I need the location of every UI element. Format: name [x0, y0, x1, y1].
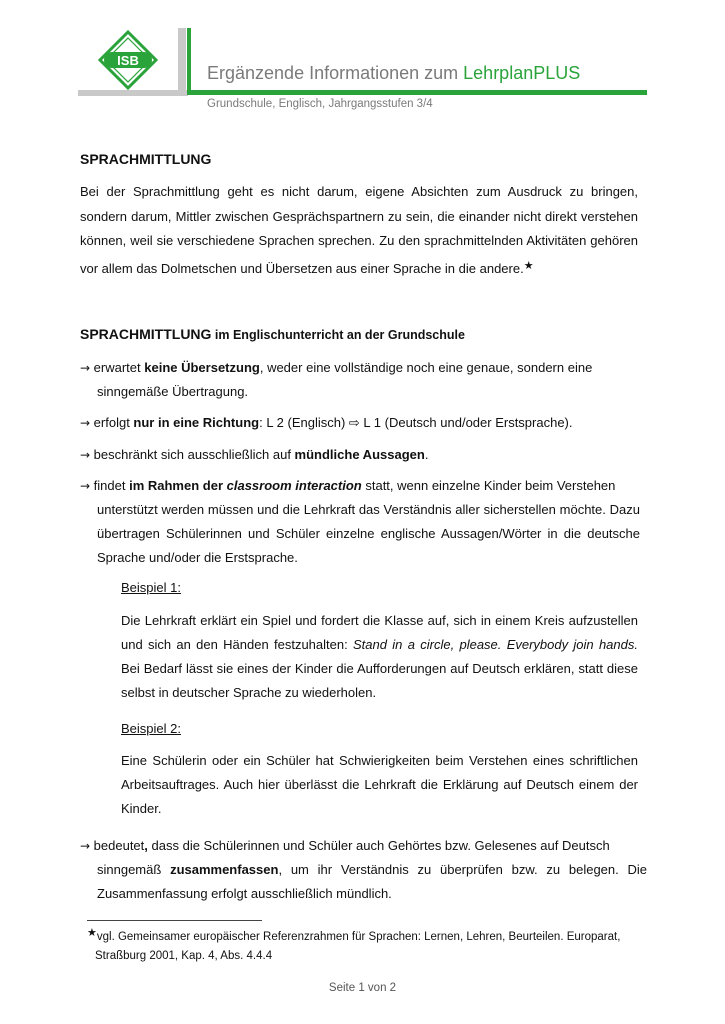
page-number: Seite 1 von 2: [328, 982, 397, 994]
item-bold: zusammenfassen: [170, 862, 279, 877]
header-bar-green: [187, 90, 647, 95]
item-continuation: [80, 858, 647, 906]
subsection-heading-rest: im Englischunterricht an der Grundschule: [211, 328, 465, 342]
arrow-icon: →: [80, 361, 91, 375]
intro-paragraph: [80, 180, 638, 281]
example-text: Bei Bedarf lässt sie eines der Kinder die Aufforderungen auf Deutsch erklären, statt diese selbst in deutscher Sprache zu wiederholen.: [121, 661, 638, 700]
footnote-line2: Straßburg 2001, Kap. 4, Abs. 4.4.4: [95, 950, 273, 962]
example-1-label: Beispiel 1:: [121, 580, 181, 595]
item-text: findet: [90, 478, 130, 493]
item-continuation: sinngemäße Übertragung.: [97, 384, 249, 399]
footnote: [87, 924, 647, 966]
item-continuation: unterstützt werden müssen und die Lehrkraft das Verständnis aller sicherstellen möchte. Dazu übertragen Schülerinnen und Schüler einzelne englische Aussagen/Wörter in die deutsche Sprache und/oder die Erstsprache.: [97, 502, 640, 565]
item-text: , weder eine vollständige noch eine genaue, sondern eine: [259, 360, 593, 375]
list-item: [80, 834, 647, 906]
header-title: [207, 63, 580, 84]
list-item: [80, 443, 647, 467]
header-vbar-gray: [178, 28, 186, 94]
subsection-heading: [80, 326, 465, 342]
header-vbar-green: [187, 28, 191, 94]
header-title-prefix: Ergänzende Informationen zum: [207, 63, 464, 83]
subsection-heading-main: SPRACHMITTLUNG: [80, 326, 212, 342]
footnote-divider: [87, 920, 262, 921]
arrow-icon: →: [80, 416, 91, 430]
item-text: sinngemäß: [97, 862, 171, 877]
item-text: .: [424, 447, 429, 462]
arrow-icon: →: [80, 448, 91, 462]
example-1-text: [121, 609, 638, 705]
example-italic: Stand in a circle, please. Everybody join hands.: [353, 637, 638, 652]
item-text: : L 2 (Englisch) ⇨ L 1 (Deutsch und/oder Erstsprache).: [259, 415, 573, 430]
footnote-star: ★: [87, 927, 97, 939]
footnote-line1: vgl. Gemeinsamer europäischer Referenzrahmen für Sprachen: Lernen, Lehren, Beurteilen. Europarat,: [96, 931, 621, 943]
isb-logo: [98, 30, 158, 90]
list-item: [80, 474, 640, 570]
intro-text: Bei der Sprachmittlung geht es nicht darum, eigene Absichten zum Ausdruck zu bringen, sondern darum, Mittler zwischen Gesprächspartnern zu sein, die einander nicht direkt verstehen können, weil sie verschiedene Sprachen sprechen. Zu den sprachmittelnden Aktivitäten gehören vor allem das Dolmetschen und Übersetzen aus einer Sprache in die andere.: [80, 184, 638, 276]
item-bold: ,: [144, 838, 148, 853]
item-text: erwartet: [90, 360, 145, 375]
item-text: dass die Schülerinnen und Schüler auch Gehörtes bzw. Gelesenes auf Deutsch: [147, 838, 610, 853]
example-text: Die Lehrkraft erklärt ein Spiel und fordert die Klasse auf, sich in einem Kreis aufzustellen und sich an den Händen festzuhalten:: [121, 613, 638, 652]
item-bold-italic: classroom interaction: [226, 478, 362, 493]
list-item: [80, 411, 647, 435]
header-bar-gray: [78, 90, 188, 96]
item-text: , um ihr Verständnis zu überprüfen bzw. zu belegen. Die Zusammenfassung erfolgt ausschließlich mündlich.: [97, 862, 648, 901]
item-bold: im Rahmen der: [129, 478, 227, 493]
example-2-text: Eine Schülerin oder ein Schüler hat Schwierigkeiten beim Verstehen eines schriftlichen Arbeitsauftrages. Auch hier überlässt die Lehrkraft die Erklärung auf Deutsch einem der Kinder.: [121, 753, 638, 816]
example-2-label: Beispiel 2:: [121, 721, 181, 736]
list-item: [80, 356, 647, 404]
arrow-icon: →: [80, 479, 91, 493]
arrow-icon: →: [80, 839, 91, 853]
item-text: statt, wenn einzelne Kinder beim Verstehen: [361, 478, 616, 493]
header-title-accent: LehrplanPLUS: [463, 63, 581, 83]
item-bold: mündliche Aussagen: [294, 447, 425, 462]
item-bold: keine Übersetzung: [144, 360, 260, 375]
footnote-marker: ★: [523, 259, 534, 272]
item-text: beschränkt sich ausschließlich auf: [90, 447, 295, 462]
logo-text: ISB: [117, 53, 139, 68]
item-text: erfolgt: [90, 415, 134, 430]
section-heading: SPRACHMITTLUNG: [80, 151, 212, 167]
header-subtitle: Grundschule, Englisch, Jahrgangsstufen 3/4: [207, 98, 433, 110]
item-text: bedeutet: [90, 838, 145, 853]
item-bold: nur in eine Richtung: [133, 415, 260, 430]
